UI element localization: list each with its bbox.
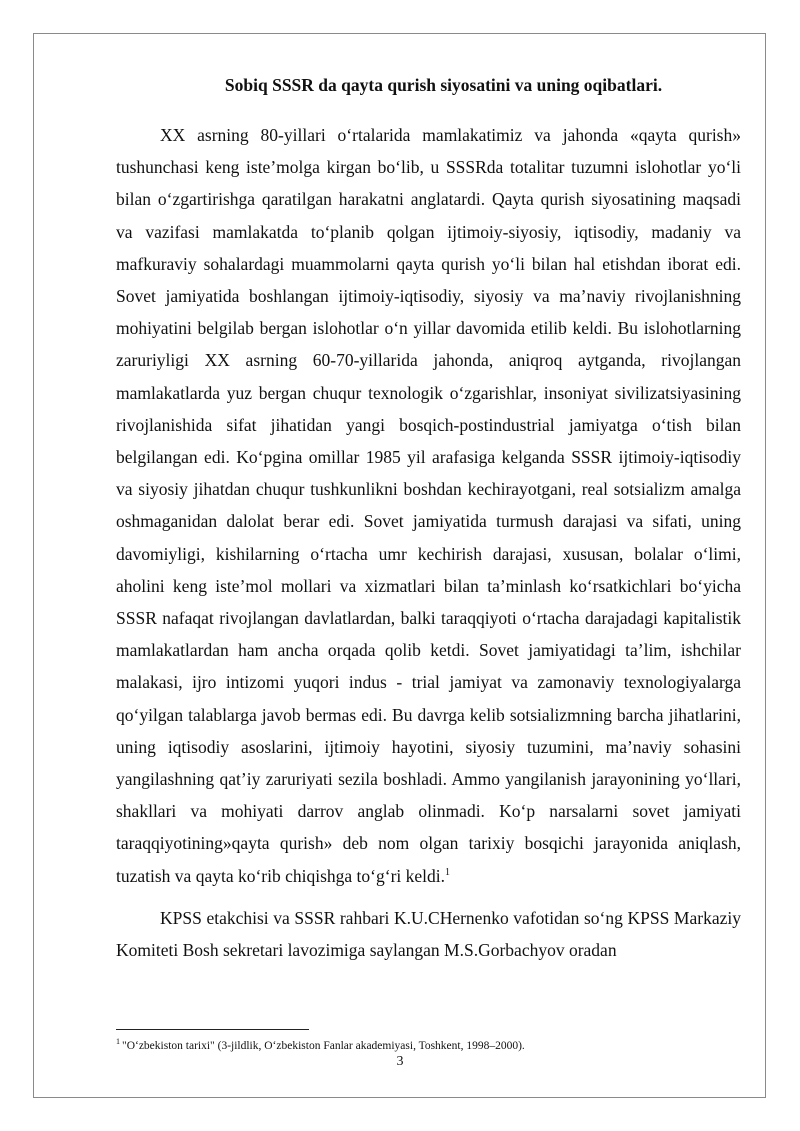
document-body [116, 60, 741, 966]
footnote-divider [116, 1029, 309, 1030]
footnote [116, 1034, 741, 1054]
document-title: Sobiq SSSR da qayta qurish siyosatini va uning oqibatlari. [224, 75, 663, 95]
paragraph-1-text: XX asrning 80-yillari o‘rtalarida mamlakatimiz va jahonda «qayta qurish» tushunchasi keng iste’molga kirgan bo‘lib, u SSSRda totalitar tuzumni islohotlar yo‘li bilan o‘zgartirishga qaratilgan harakatni anglatardi. Qayta qurish siyosatining maqsadi va vazifasi mamlakatda to‘planib qolgan ijtimoiy-siyosiy, iqtisodiy, madaniy va mafkuraviy sohalardagi muammolarni qayta qurish yo‘li bilan hal etishdan iborat edi. Sovet jamiyatida boshlangan ijtimoiy-iqtisodiy, siyosiy va ma’naviy rivojlanishning mohiyatini belgilab bergan islohotlar o‘n yillar davomida etilib keldi. Bu islohotlarning zaruriyligi XX asrning 60-70-yillarida jahonda, aniqroq aytganda, rivojlangan mamlakatlarda yuz bergan chuqur texnologik o‘zgarishlar, insoniyat sivilizatsiyasining rivojlanishida sifat jihatidan yangi bosqich-postindustrial jamiyatga o‘tish bilan belgilangan edi. Ko‘pgina omillar 1985 yil arafasiga kelganda SSSR ijtimoiy-iqtisodiy va siyosiy jihatdan chuqur tushkunlikni boshdan kechirayotgani, real sotsializm amalga oshmaganidan dalolat berar edi. Sovet jamiyatida turmush darajasi va sifati, uning davomiyligi, kishilarning o‘rtacha umr kechirish darajasi, xususan, bolalar o‘limi, aholini keng iste’mol mollari va xizmatlari bilan ta’minlash ko‘rsatkichlari bo‘yicha SSSR nafaqat rivojlangan davlatlardan, balki taraqqiyoti o‘rtacha darajadagi kapitalistik mamlakatlardan ham ancha orqada qolib ketdi. Sovet jamiyatidagi ta’lim, ishchilar malakasi, ijro intizomi yuqori indus - trial jamiyat va zamonaviy texnologiyalarga qo‘yilgan talablarga javob bermas edi. Bu davrga kelib sotsializmning barcha jihatlarini, uning iqtisodiy asoslarini, ijtimoiy hayotini, siyosiy tuzumini, ma’naviy sohasini yangilashning qat’iy zaruriyati sezila boshladi. Ammo yangilanish jarayonining yo‘llari, shakllari va mohiyati darrov anglab olinmadi. Ko‘p narsalarni sovet jamiyati taraqqiyotining»qayta qurish» deb nom olgan tarixiy bosqichi jarayonida aniqlash, tuzatish va qayta ko‘rib chiqishga to‘g‘ri keldi. [116, 125, 741, 886]
footnote-reference[interactable]: 1 [445, 866, 451, 878]
page-number: 3 [396, 1054, 404, 1069]
paragraph-2: KPSS etakchisi va SSSR rahbari K.U.CHernenko vafotidan so‘ng KPSS Markaziy Komiteti Bosh sekretari lavozimiga saylangan M.S.Gorbachyov oradan [116, 907, 741, 961]
footnote-text: "O‘zbekiston tarixi" (3-jildlik, O‘zbekiston Fanlar akademiyasi, Toshkent, 1998–2000). [122, 1039, 525, 1052]
paragraph-1 [116, 119, 741, 892]
footnote-number: 1 [116, 1037, 120, 1046]
